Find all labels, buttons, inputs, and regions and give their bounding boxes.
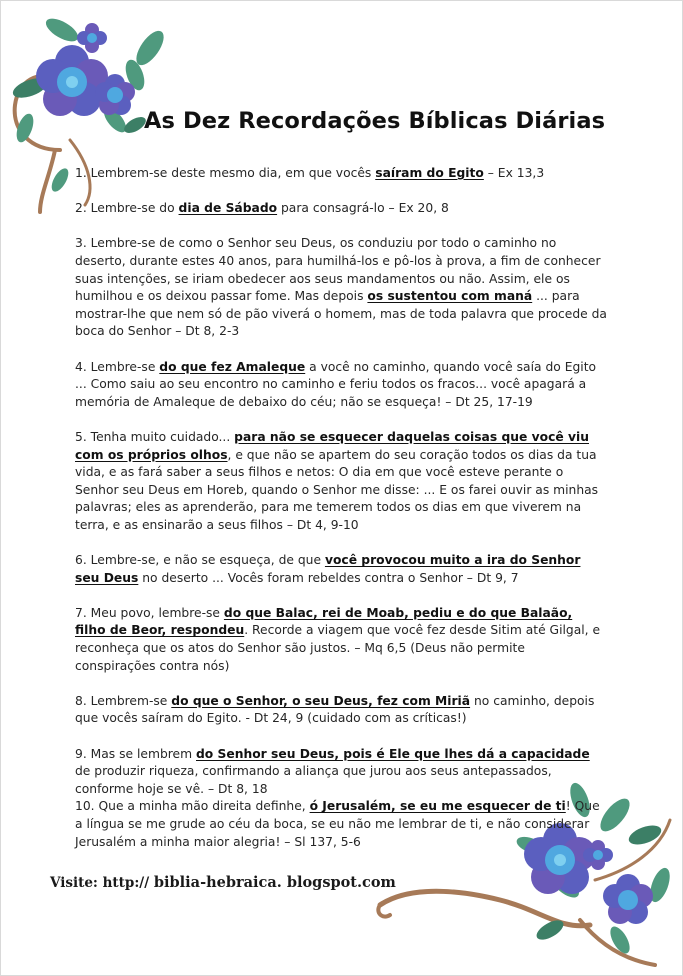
item-text: 10. Que a minha mão direita definhe, (75, 799, 310, 814)
footer-visit-link[interactable] (50, 874, 396, 891)
remembrance-item (75, 429, 607, 535)
item-text: 4. Lembre-se (75, 359, 160, 374)
emphasis-text: você provocou muito a ira do Senhor seu Deus (75, 553, 581, 585)
emphasis-text: os sustentou com maná (367, 289, 533, 304)
emphasis-text: ó Jerusalém, se eu me esquecer de ti (309, 799, 566, 814)
footer-label: Visite: http:// (50, 875, 154, 891)
remembrances-list (75, 165, 607, 869)
remembrance-item (75, 552, 607, 587)
item-text: no caminho, depois que vocês saíram do Egito. - Dt 24, 9 (cuidado com as críticas!) (75, 693, 595, 726)
remembrance-item (75, 165, 607, 183)
emphasis-text: dia de Sábado (178, 201, 278, 216)
emphasis-text: do Senhor seu Deus, pois é Ele que lhes dá a capacidade (196, 746, 590, 761)
footer-site-url[interactable]: biblia-hebraica. blogspot.com (153, 874, 396, 891)
remembrance-item (75, 746, 607, 799)
emphasis-text: do que o Senhor, o seu Deus, fez com Miriã (171, 693, 471, 708)
item-text: ... para mostrar-lhe que nem só de pão viverá o homem, mas de toda palavra que procede da boca do Senhor – Dt 8, 2-3 (75, 289, 607, 339)
item-text: 6. Lembre-se, e não se esqueça, de que (75, 553, 325, 568)
emphasis-text: para não se esquecer daquelas coisas que você viu com os próprios olhos (75, 429, 589, 462)
remembrance-item (75, 359, 607, 412)
emphasis-text: do que fez Amaleque (159, 359, 306, 374)
item-text: 5. Tenha muito cuidado... (75, 429, 235, 444)
emphasis-text: do que Balac, rei de Moab, pediu e do que Balaão, filho de Beor, respondeu (75, 605, 573, 638)
item-text: de produzir riqueza, confirmando a aliança que jurou aos seus antepassados, conforme hoje se vê. – Dt 8, 18 (75, 764, 552, 796)
remembrance-item (75, 200, 607, 218)
item-text: . Recorde a viagem que você fez desde Sitim até Gilgal, e reconheça que os atos do Senhor são justos. – Mq 6,5 (Deus não permite conspirações contra nós) (75, 623, 601, 673)
item-text: 2. Lembre-se do (75, 201, 179, 216)
item-text: 7. Meu povo, lembre-se (75, 605, 224, 620)
emphasis-text: saíram do Egito (375, 166, 484, 180)
item-text: para consagrá-lo – Ex 20, 8 (277, 201, 449, 216)
item-text: a você no caminho, quando você saía do Egito ... Como saiu ao seu encontro no caminho e feriu todos os fracos... você apagará a memória de Amaleque de debaixo do céu; não se esqueça! – Dt 25, 17-19 (75, 359, 597, 409)
item-text: – Ex 13,3 (483, 166, 545, 180)
page-title: As Dez Recordações Bíblicas Diárias (144, 108, 606, 134)
remembrance-item (75, 235, 607, 341)
remembrance-item (75, 798, 607, 851)
remembrance-item (75, 605, 607, 675)
item-text: ! Que a língua se me grude ao céu da boca, se eu não me lembrar de ti, e não considerar Jerusalém a minha maior alegria! – Sl 137, 5-6 (75, 799, 600, 849)
item-text: 8. Lembrem-se (75, 693, 172, 708)
remembrance-item (75, 693, 607, 728)
item-text: 3. Lembre-se de como o Senhor seu Deus, os conduziu por todo o caminho no deserto, durante estes 40 anos, para humilhá-los e pô-los à prova, a fim de conhecer suas intenções, se iriam obedecer aos seus mandamentos ou não. Assim, ele os humilhou e os deixou passar fome. Mas depois (75, 236, 601, 304)
item-text: 1. Lembrem-se deste mesmo dia, em que vocês (75, 166, 376, 180)
item-text: , e que não se apartem do seu coração todos os dias da tua vida, e as fará saber a seus filhos e netos: O dia em que você esteve perante o Senhor seu Deus em Horeb, quando o Senhor me disse: ... E os farei ouvir as minhas palavras; eles as aprenderão, para me temerem todos os dias em que viverem na terra, e as ensinarão a seus filhos – Dt 4, 9-10 (75, 447, 599, 532)
item-text: no deserto ... Vocês foram rebeldes contra o Senhor – Dt 9, 7 (138, 570, 519, 585)
item-text: 9. Mas se lembrem (75, 746, 196, 761)
